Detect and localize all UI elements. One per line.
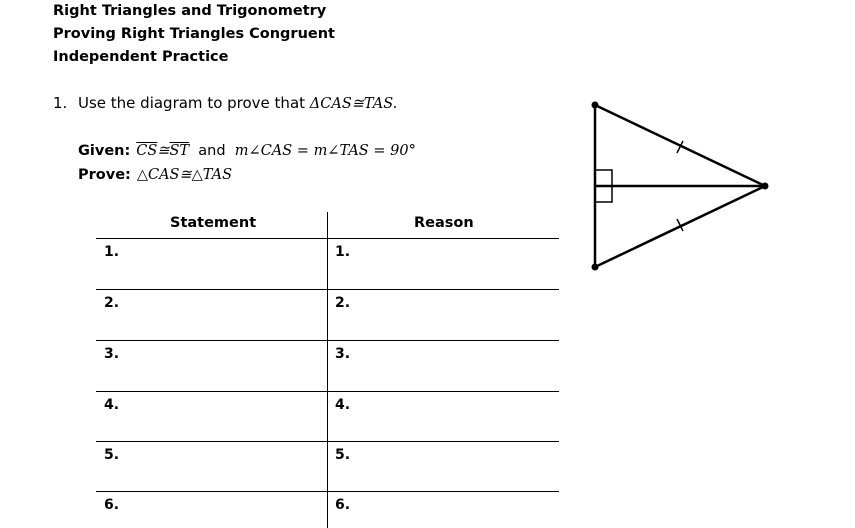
given-angles: m∠CAS = m∠TAS = 90° <box>234 143 416 159</box>
table-row-divider <box>96 289 559 290</box>
triangle-diagram <box>585 95 780 280</box>
title-section: Independent Practice <box>53 49 229 65</box>
given-segment-st: $\overline{ST}$ <box>169 143 190 159</box>
reason-cell[interactable]: 4. <box>335 397 351 413</box>
vertex-dot <box>762 183 769 190</box>
reason-cell[interactable]: 2. <box>335 295 351 311</box>
vertex-dot <box>592 264 599 271</box>
reason-cell[interactable]: 6. <box>335 497 351 513</box>
statement-cell[interactable]: 3. <box>104 346 120 362</box>
reason-header: Reason <box>414 215 474 231</box>
prove-math: △CAS≅△TAS <box>136 167 233 183</box>
problem-number: 1. <box>53 94 68 112</box>
given-line <box>78 143 416 159</box>
table-column-divider <box>327 212 328 528</box>
statement-cell[interactable]: 5. <box>104 447 120 463</box>
problem-prompt <box>53 94 397 112</box>
title-topic: Right Triangles and Trigonometry <box>53 3 327 19</box>
reason-cell[interactable]: 1. <box>335 244 351 260</box>
prove-label: Prove: <box>78 167 131 183</box>
table-row-divider <box>96 340 559 341</box>
reason-cell[interactable]: 5. <box>335 447 351 463</box>
problem-text: Use the diagram to prove that <box>78 94 306 112</box>
prove-line <box>78 167 232 183</box>
title-lesson: Proving Right Triangles Congruent <box>53 26 335 42</box>
given-congruent-symbol: ≅ <box>157 143 170 159</box>
table-row-divider <box>96 238 559 239</box>
table-row-divider <box>96 391 559 392</box>
statement-cell[interactable]: 1. <box>104 244 120 260</box>
statement-cell[interactable]: 2. <box>104 295 120 311</box>
vertex-dot <box>592 102 599 109</box>
reason-cell[interactable]: 3. <box>335 346 351 362</box>
problem-math: ΔCAS≅TAS. <box>309 96 398 112</box>
statement-cell[interactable]: 4. <box>104 397 120 413</box>
statement-cell[interactable]: 6. <box>104 497 120 513</box>
given-label: Given: <box>78 143 131 159</box>
given-segment-cs: $\overline{CS}$ <box>136 143 158 159</box>
table-row-divider <box>96 441 559 442</box>
given-and: and <box>198 143 226 159</box>
statement-header: Statement <box>170 215 257 231</box>
table-row-divider <box>96 491 559 492</box>
